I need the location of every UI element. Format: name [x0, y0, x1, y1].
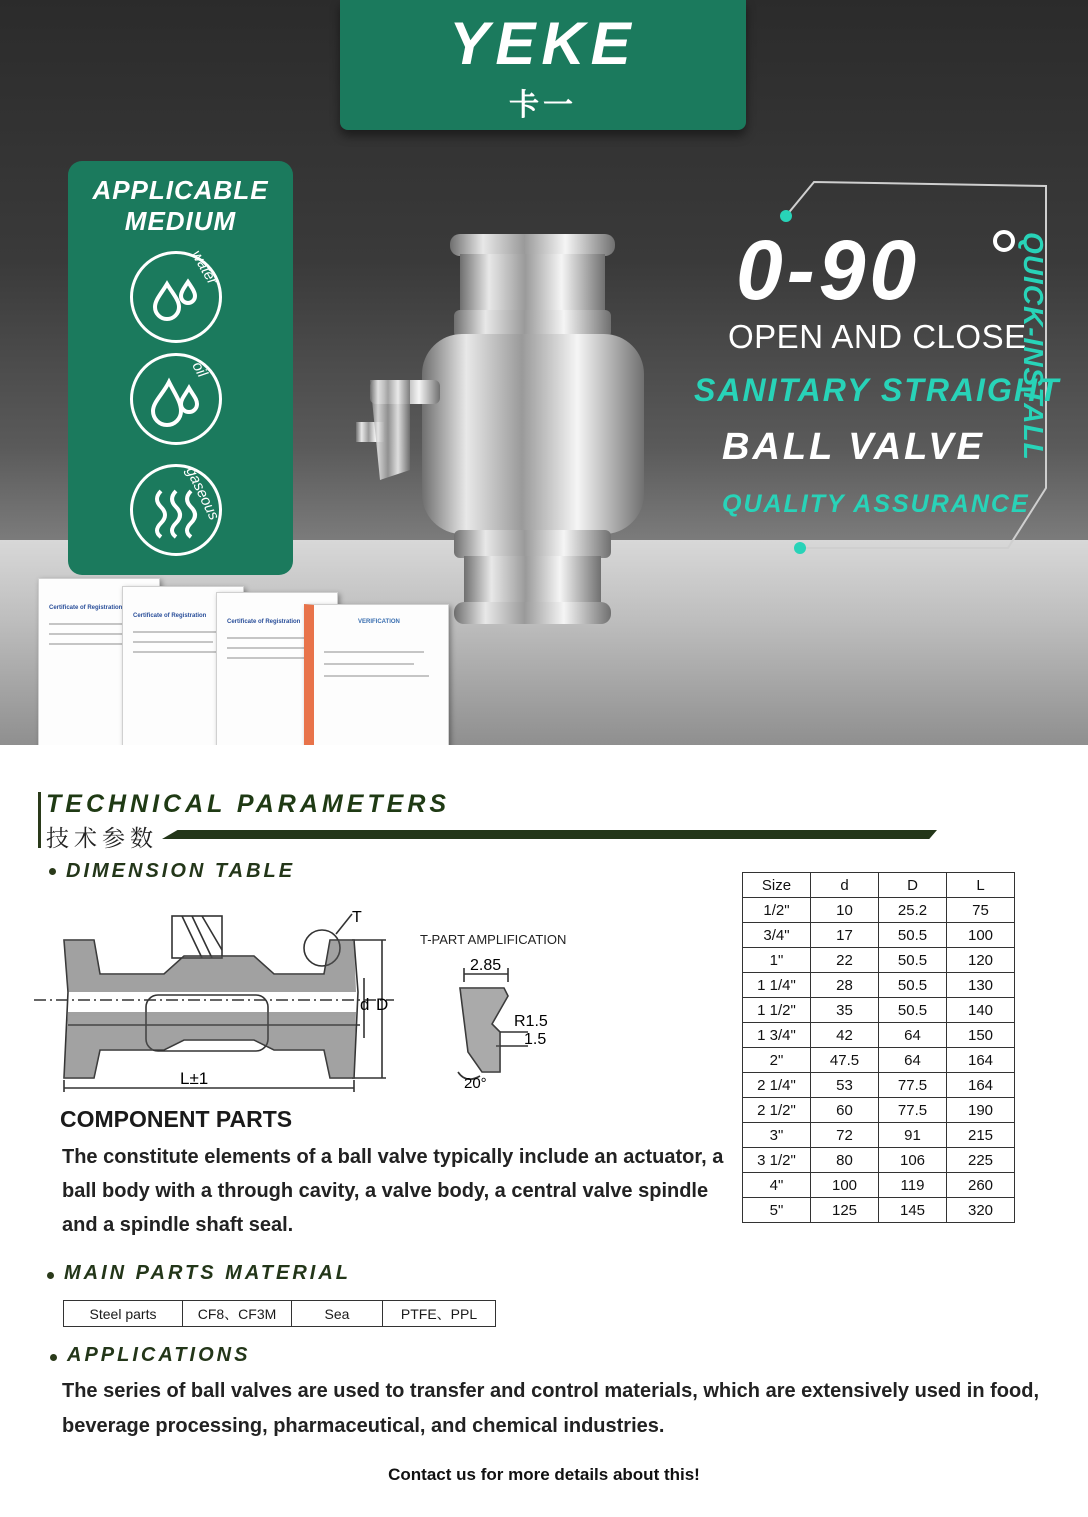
medium-title-line1: APPLICABLE	[92, 175, 269, 205]
quality-assurance: QUALITY ASSURANCE	[722, 490, 1030, 518]
table-header: L	[947, 873, 1015, 898]
table-row: 1 1/2" 35 50.5 140	[743, 998, 1015, 1023]
table-row: 3/4" 17 50.5 100	[743, 923, 1015, 948]
contact-text: Contact us for more details about this!	[388, 1465, 700, 1484]
table-row: 2" 47.5 64 164	[743, 1048, 1015, 1073]
dimension-drawing	[34, 900, 404, 1096]
table-header-row	[743, 873, 1015, 898]
table-row: 1" 22 50.5 120	[743, 948, 1015, 973]
certificate-3: Certificate of Registration	[216, 592, 338, 745]
table-header: d	[811, 873, 879, 898]
table-row: 4" 100 119 260	[743, 1173, 1015, 1198]
table-row: 3" 72 91 215	[743, 1123, 1015, 1148]
table-header: D	[879, 873, 947, 898]
table-header: Size	[743, 873, 811, 898]
product-line2: BALL VALVE	[722, 426, 985, 468]
label-L: L±1	[180, 1069, 209, 1088]
table-row: 1 3/4" 42 64 150	[743, 1023, 1015, 1048]
technical-title: TECHNICAL PARAMETERS	[46, 790, 451, 818]
dimension-heading: DIMENSION TABLE	[66, 860, 296, 882]
label-angle: 20°	[464, 1075, 487, 1092]
angle-range: 0-90	[736, 223, 921, 317]
table-row: 3 1/2" 80 106 225	[743, 1148, 1015, 1173]
certificate-2: Certificate of Registration	[122, 586, 244, 745]
bullet-dot	[50, 1354, 57, 1361]
table-row: 2 1/2" 60 77.5 190	[743, 1098, 1015, 1123]
label-height: 1.5	[524, 1031, 547, 1048]
ball-valve-image	[350, 230, 690, 660]
certificate-verification: VERIFICATION	[304, 604, 449, 745]
label-width: 2.85	[470, 957, 502, 974]
material-cell: PTFE、PPL	[383, 1301, 496, 1327]
tpart-label: T-PART AMPLIFICATION	[420, 932, 567, 947]
label-radius: R1.5	[514, 1013, 548, 1030]
applications-heading: APPLICATIONS	[67, 1344, 251, 1366]
component-body: The constitute elements of a ball valve typically include an actuator, a ball body with a through cavity, a valve body, a central valve spindle and a spindle shaft seal.	[62, 1146, 724, 1236]
label-d: d	[360, 995, 370, 1014]
bullet-dot	[47, 1272, 54, 1279]
quick-install-label: QUICK-INSTALL	[1018, 232, 1049, 461]
material-table	[63, 1300, 496, 1327]
label-t: T	[352, 909, 362, 926]
degree-icon	[993, 230, 1015, 252]
label-D: D	[376, 995, 389, 1014]
medium-label-gaseous: gaseous	[182, 464, 223, 523]
material-heading: MAIN PARTS MATERIAL	[64, 1262, 351, 1284]
table-row	[64, 1301, 496, 1327]
applicable-medium-panel	[68, 161, 293, 575]
table-row: 2 1/4" 53 77.5 164	[743, 1073, 1015, 1098]
open-close-text: OPEN AND CLOSE	[728, 318, 1027, 355]
tpart-drawing	[430, 952, 570, 1092]
dimension-table	[742, 872, 1015, 1223]
applications-body: The series of ball valves are used to transfer and control materials, which are extensively used in food, beverage processing, pharmaceutical, and chemical industries.	[62, 1380, 1040, 1437]
material-cell: CF8、CF3M	[183, 1301, 292, 1327]
material-cell: Sea	[292, 1301, 383, 1327]
medium-label-water: water	[187, 247, 221, 288]
brand-logo: YEKE 卡一	[340, 0, 746, 130]
technical-title-cn: 技术参数	[46, 825, 158, 851]
technical-divider	[162, 830, 937, 839]
medium-title-line2: MEDIUM	[124, 206, 237, 236]
material-cell: Steel parts	[64, 1301, 183, 1327]
section-marker	[38, 792, 41, 848]
hero-banner	[0, 0, 1088, 745]
medium-label-oil: oil	[188, 358, 211, 381]
product-line1: SANITARY STRAIGHT	[694, 372, 1061, 408]
bullet-dot	[49, 868, 56, 875]
component-title: COMPONENT PARTS	[60, 1106, 293, 1132]
certificate-1: Certificate of Registration	[38, 578, 160, 745]
table-row: 1/2" 10 25.2 75	[743, 898, 1015, 923]
table-row: 5" 125 145 320	[743, 1198, 1015, 1223]
table-row: 1 1/4" 28 50.5 130	[743, 973, 1015, 998]
